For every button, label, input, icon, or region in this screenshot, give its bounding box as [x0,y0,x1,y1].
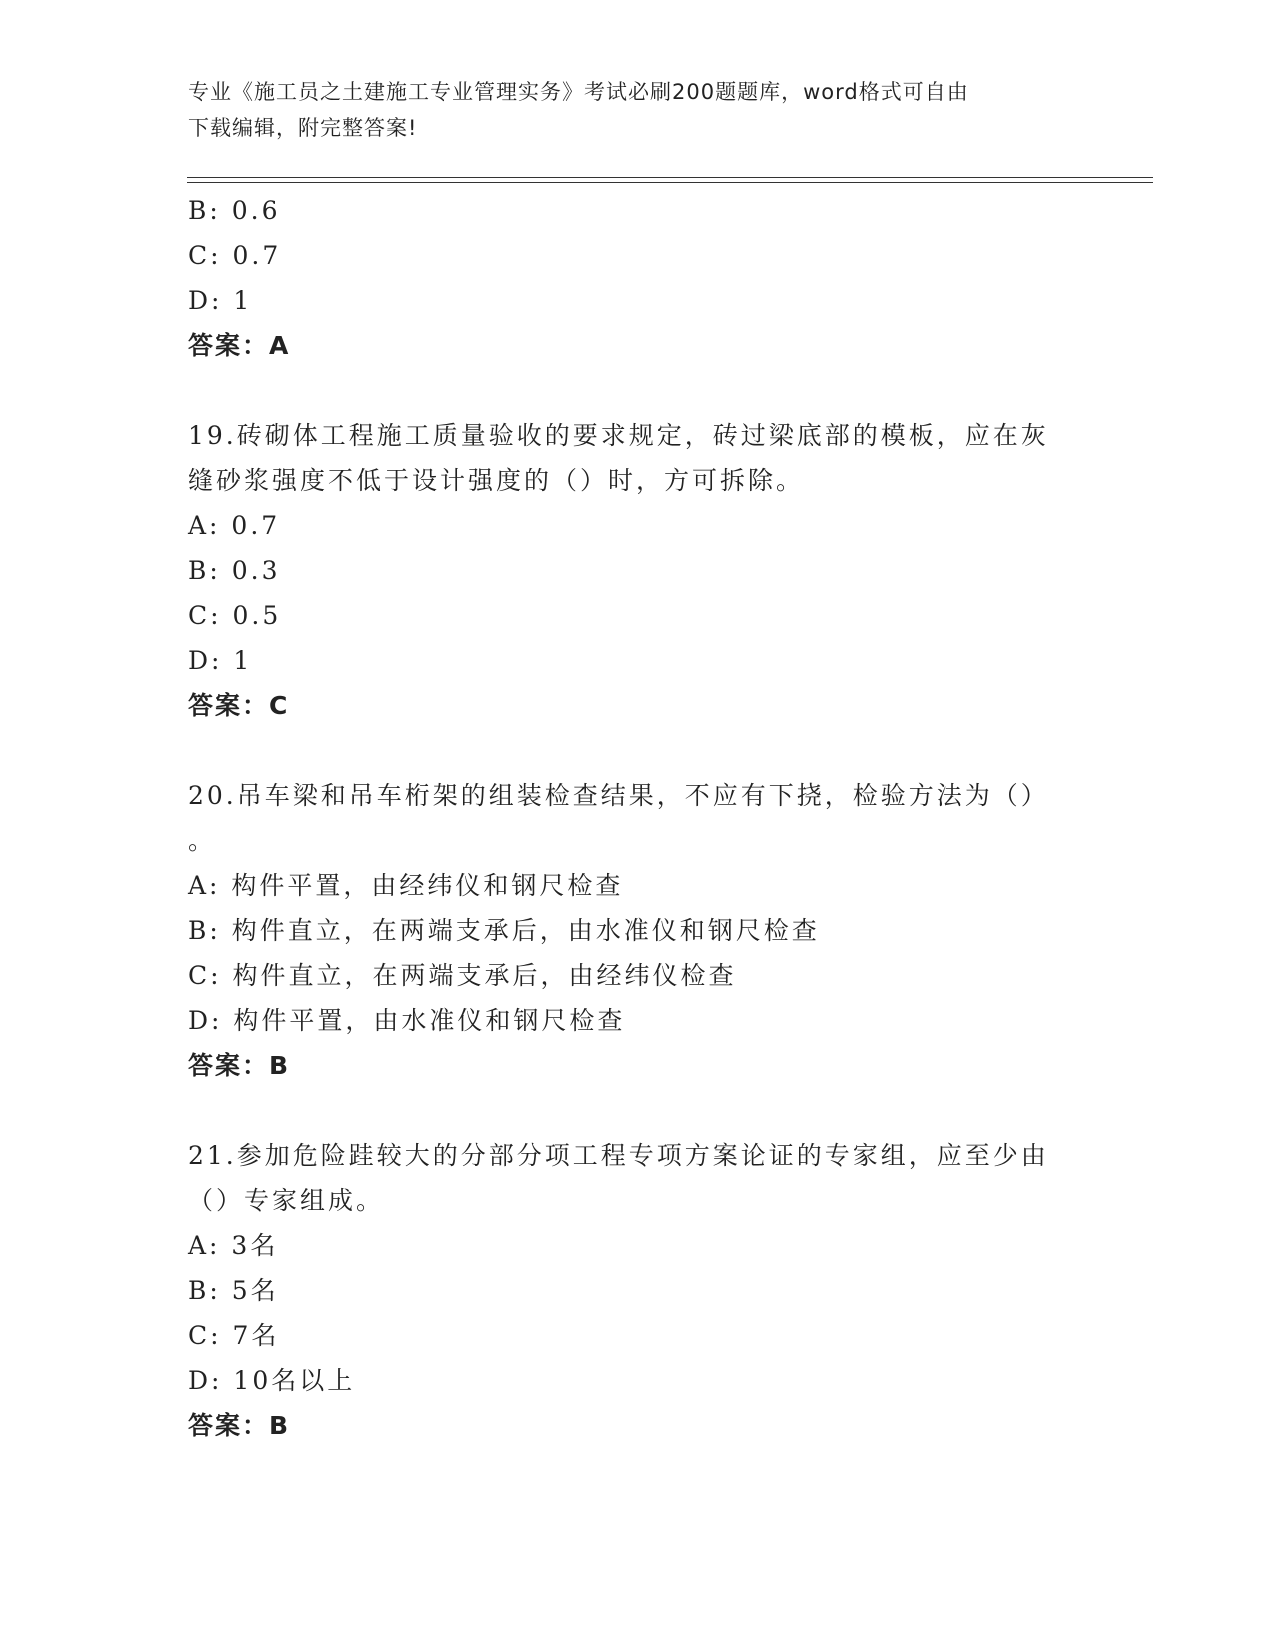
header-line-2: 下载编辑，附完整答案! [188,116,418,140]
header-line-1: 专业《施工员之土建施工专业管理实务》考试必刷200题题库，word格式可自由 [188,80,969,104]
option-a: A: 0.7 [188,511,281,540]
option-b: B: 构件直立，在两端支承后，由水准仪和钢尺检查 [188,916,820,945]
option-a: A: 构件平置，由经纬仪和钢尺检查 [188,871,624,900]
question-list [188,188,1088,1448]
question-text-line: （）专家组成。 [188,1186,385,1215]
answer: 答案：C [188,691,290,720]
question-19 [188,413,1088,728]
question-text-line: 。 [188,826,217,855]
question-20 [188,773,1088,1088]
option-d: D: 1 [188,286,253,315]
question-text-line: 缝砂浆强度不低于设计强度的（）时，方可拆除。 [188,466,805,495]
option-c: C: 构件直立，在两端支承后，由经纬仪检查 [188,961,737,990]
option-d: D: 构件平置，由水准仪和钢尺检查 [188,1006,626,1035]
question-text-line: 20.吊车梁和吊车桁架的组装检查结果，不应有下挠，检验方法为（） [188,781,1049,810]
option-c: C: 0.5 [188,601,282,630]
answer: 答案：A [188,331,291,360]
answer: 答案：B [188,1411,291,1440]
question-21 [188,1133,1088,1448]
option-d: D: 10名以上 [188,1366,356,1395]
option-b: B: 0.6 [188,196,281,225]
header-divider-bottom [187,182,1153,183]
option-a: A: 3名 [188,1231,279,1260]
option-b: B: 5名 [188,1276,279,1305]
option-d: D: 1 [188,646,253,675]
option-c: C: 0.7 [188,241,282,270]
option-c: C: 7名 [188,1321,280,1350]
answer: 答案：B [188,1051,291,1080]
previous-question-tail [188,188,1088,368]
header-divider-top [187,177,1153,178]
question-text-line: 19.砖砌体工程施工质量验收的要求规定，砖过梁底部的模板，应在灰 [188,421,1049,450]
question-text-line: 21.参加危险跬较大的分部分项工程专项方案论证的专家组，应至少由 [188,1141,1049,1170]
option-b: B: 0.3 [188,556,281,585]
document-header [188,74,1068,146]
